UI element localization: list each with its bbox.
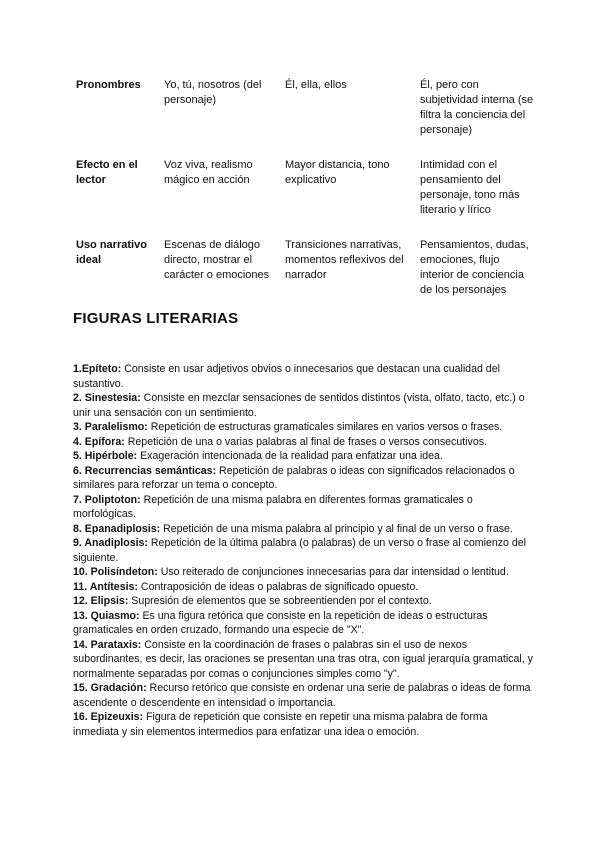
figure-definition: Consiste en mezclar sensaciones de sentidos distintos (vista, olfato, tacto, etc.) o unir una sensación con un sentimiento. [73,392,525,419]
figure-term: 8. Epanadiplosis: [73,522,161,535]
row-label-pronombres: Pronombres [76,79,141,91]
figures-list [73,362,533,739]
figure-term: 6. Recurrencias semánticas: [73,464,217,477]
figure-term: 10. Polisíndeton: [73,566,158,578]
list-item [73,420,533,435]
list-item [73,594,533,609]
list-item [73,522,533,537]
figure-definition: Supresión de elementos que se sobreentienden por el contexto. [128,595,432,607]
figure-definition: Repetición de una misma palabra en diferentes formas gramaticales o morfológicas. [73,493,473,520]
figure-term: 4. Epífora: [73,435,125,448]
figure-definition: Consiste en la coordinación de frases o palabras sin el uso de nexos subordinantes, es decir, las oraciones se presentan una tras otra, con igual jerarquía gramatical, y normalmente separadas por comas o conjunciones simples como "y". [73,638,533,680]
list-item [73,580,533,595]
figure-term: 11. Antítesis: [73,580,138,593]
figure-definition: Repetición de palabras o ideas con significados relacionados o similares para reforzar un tema o concepto. [73,464,515,491]
figure-term: 5. Hipérbole: [73,450,138,462]
figure-term: 1.Epíteto: [73,363,122,375]
list-item [73,565,533,580]
row-label-efecto: Efecto en el lector [76,159,138,186]
figure-definition: Exageración intencionada de la realidad para enfatizar una idea. [137,450,443,462]
figure-definition: Repetición de una misma palabra al principio y al final de un verso o frase. [160,522,513,535]
figure-term: 2. Sinestesia: [73,392,141,404]
table-cell: Voz viva, realismo mágico en acción [164,159,253,186]
row-label-uso: Uso narrativo ideal [76,239,147,266]
list-item [73,710,533,739]
table-cell: Mayor distancia, tono explicativo [285,159,390,186]
list-item [73,609,533,638]
table-row [70,70,540,150]
table-cell: Pensamientos, dudas, emociones, flujo interior de conciencia de los personajes [420,239,529,296]
table-cell: Escenas de diálogo directo, mostrar el carácter o emociones [164,239,270,281]
figure-term: 15. Gradación: [73,682,147,694]
table-cell: Yo, tú, nosotros (del personaje) [164,79,262,106]
list-item [73,681,533,710]
section-title: FIGURAS LITERARIAS [73,310,239,327]
list-item [73,638,533,682]
table-cell: Intimidad con el pensamiento del personaje, tono más literario y lírico [420,159,520,216]
table-cell: Él, ella, ellos [285,79,347,91]
figure-term: 3. Paralelismo: [73,421,148,433]
figure-term: 13. Quiasmo: [73,609,140,622]
figure-definition: Uso reiterado de conjunciones innecesarias para dar intensidad o lentitud. [157,566,509,578]
table-row [70,150,540,230]
figure-definition: Contraposición de ideas o palabras de significado opuesto. [137,580,419,593]
figure-definition: Consiste en usar adjetivos obvios o innecesarios que destacan una cualidad del sustantivo. [73,363,500,390]
list-item [73,536,533,565]
figure-definition: Es una figura retórica que consiste en la repetición de ideas o estructuras gramaticales en orden cruzado, formando una especie de "X". [73,609,488,636]
list-item [73,493,533,522]
table-row [70,230,540,310]
figure-definition: Repetición de la última palabra (o palabras) de un verso o frase al comienzo del siguiente. [73,537,527,564]
figure-term: 12. Elipsis: [73,595,129,607]
table-cell: Él, pero con subjetividad interna (se filtra la conciencia del personaje) [420,79,534,136]
list-item [73,464,533,493]
figure-term: 16. Epizeuxis: [73,711,144,723]
list-item [73,362,533,391]
figure-term: 14. Parataxis: [73,638,142,651]
list-item [73,391,533,420]
figure-definition: Repetición de estructuras gramaticales similares en varios versos o frases. [147,421,503,433]
figure-term: 7. Poliptoton: [73,493,141,506]
table-cell: Transiciones narrativas, momentos reflexivos del narrador [285,239,404,281]
figure-definition: Repetición de una o varias palabras al final de frases o versos consecutivos. [124,435,487,448]
figure-definition: Recurso retórico que consiste en ordenar una serie de palabras o ideas de forma ascendente o descendente en intensidad o importancia. [73,682,531,709]
list-item [73,435,533,450]
comparison-table [70,70,540,310]
list-item [73,449,533,464]
figure-definition: Figura de repetición que consiste en repetir una misma palabra de forma inmediata y sin elementos intermedios para enfatizar una idea o emoción. [73,711,488,738]
figure-term: 9. Anadiplosis: [73,537,148,549]
